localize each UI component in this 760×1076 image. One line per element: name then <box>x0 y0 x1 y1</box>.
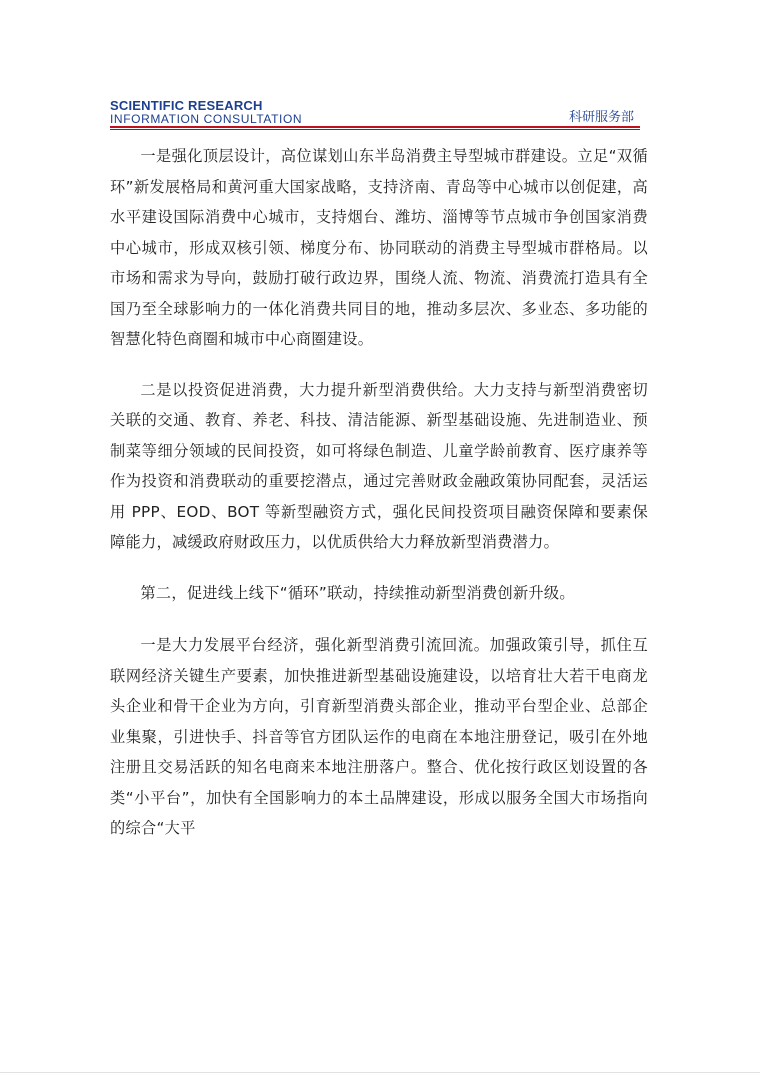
brand-subtitle: INFORMATION CONSULTATION <box>110 112 303 126</box>
header-divider-red <box>110 126 640 128</box>
paragraph-platform-economy: 一是大力发展平台经济，强化新型消费引流回流。加强政策引导，抓住互联网经济关键生产要素，加快推进新型基础设施建设，以培育壮大若干电商龙头企业和骨干企业为方向，引育新型消费头部企业，推动平台型企业、总部企业集聚，引进快手、抖音等官方团队运作的电商在本地注册登记，吸引在外地注册且交易活跃的知名电商来本地注册落户。整合、优化按行政区划设置的各类“小平台”，加快有全国影响力的本土品牌建设，形成以服务全国大市场指向的综合“大平 <box>110 636 648 837</box>
paragraph-investment-consumption: 二是以投资促进消费，大力提升新型消费供给。大力支持与新型消费密切关联的交通、教育、养老、科技、清洁能源、新型基础设施、先进制造业、预制菜等细分领域的民间投资，如可将绿色制造、儿童学龄前教育、医疗康养等作为投资和消费联动的重要挖潜点，通过完善财政金融政策协同配套，灵活运用 PPP、EOD、BOT 等新型融资方式，强化民间投资项目融资保障和要素保障能力，减缓政府财政压力，以优质供给大力释放新型消费潜力。 <box>110 380 648 551</box>
header-divider-navy <box>110 129 640 130</box>
paragraph-top-level-design: 一是强化顶层设计，高位谋划山东半岛消费主导型城市群建设。立足“双循环”新发展格局和黄河重大国家战略，支持济南、青岛等中心城市以创促建，高水平建设国际消费中心城市，支持烟台、潍坊、淄博等节点城市争创国家消费中心城市，形成双核引领、梯度分布、协同联动的消费主导型城市群格局。以市场和需求为导向，鼓励打破行政边界，围绕人流、物流、消费流打造具有全国乃至全球影响力的一体化消费共同目的地，推动多层次、多业态、多功能的智慧化特色商圈和城市中心商圈建设。 <box>110 147 648 348</box>
page-header <box>110 98 640 132</box>
document-body <box>110 141 648 864</box>
department-label: 科研服务部 <box>568 110 634 125</box>
section-heading-second: 第二，促进线上线下“循环”联动，持续推动新型消费创新升级。 <box>140 583 575 602</box>
brand-title: SCIENTIFIC RESEARCH <box>110 98 263 113</box>
page-bottom-edge <box>0 1072 760 1073</box>
